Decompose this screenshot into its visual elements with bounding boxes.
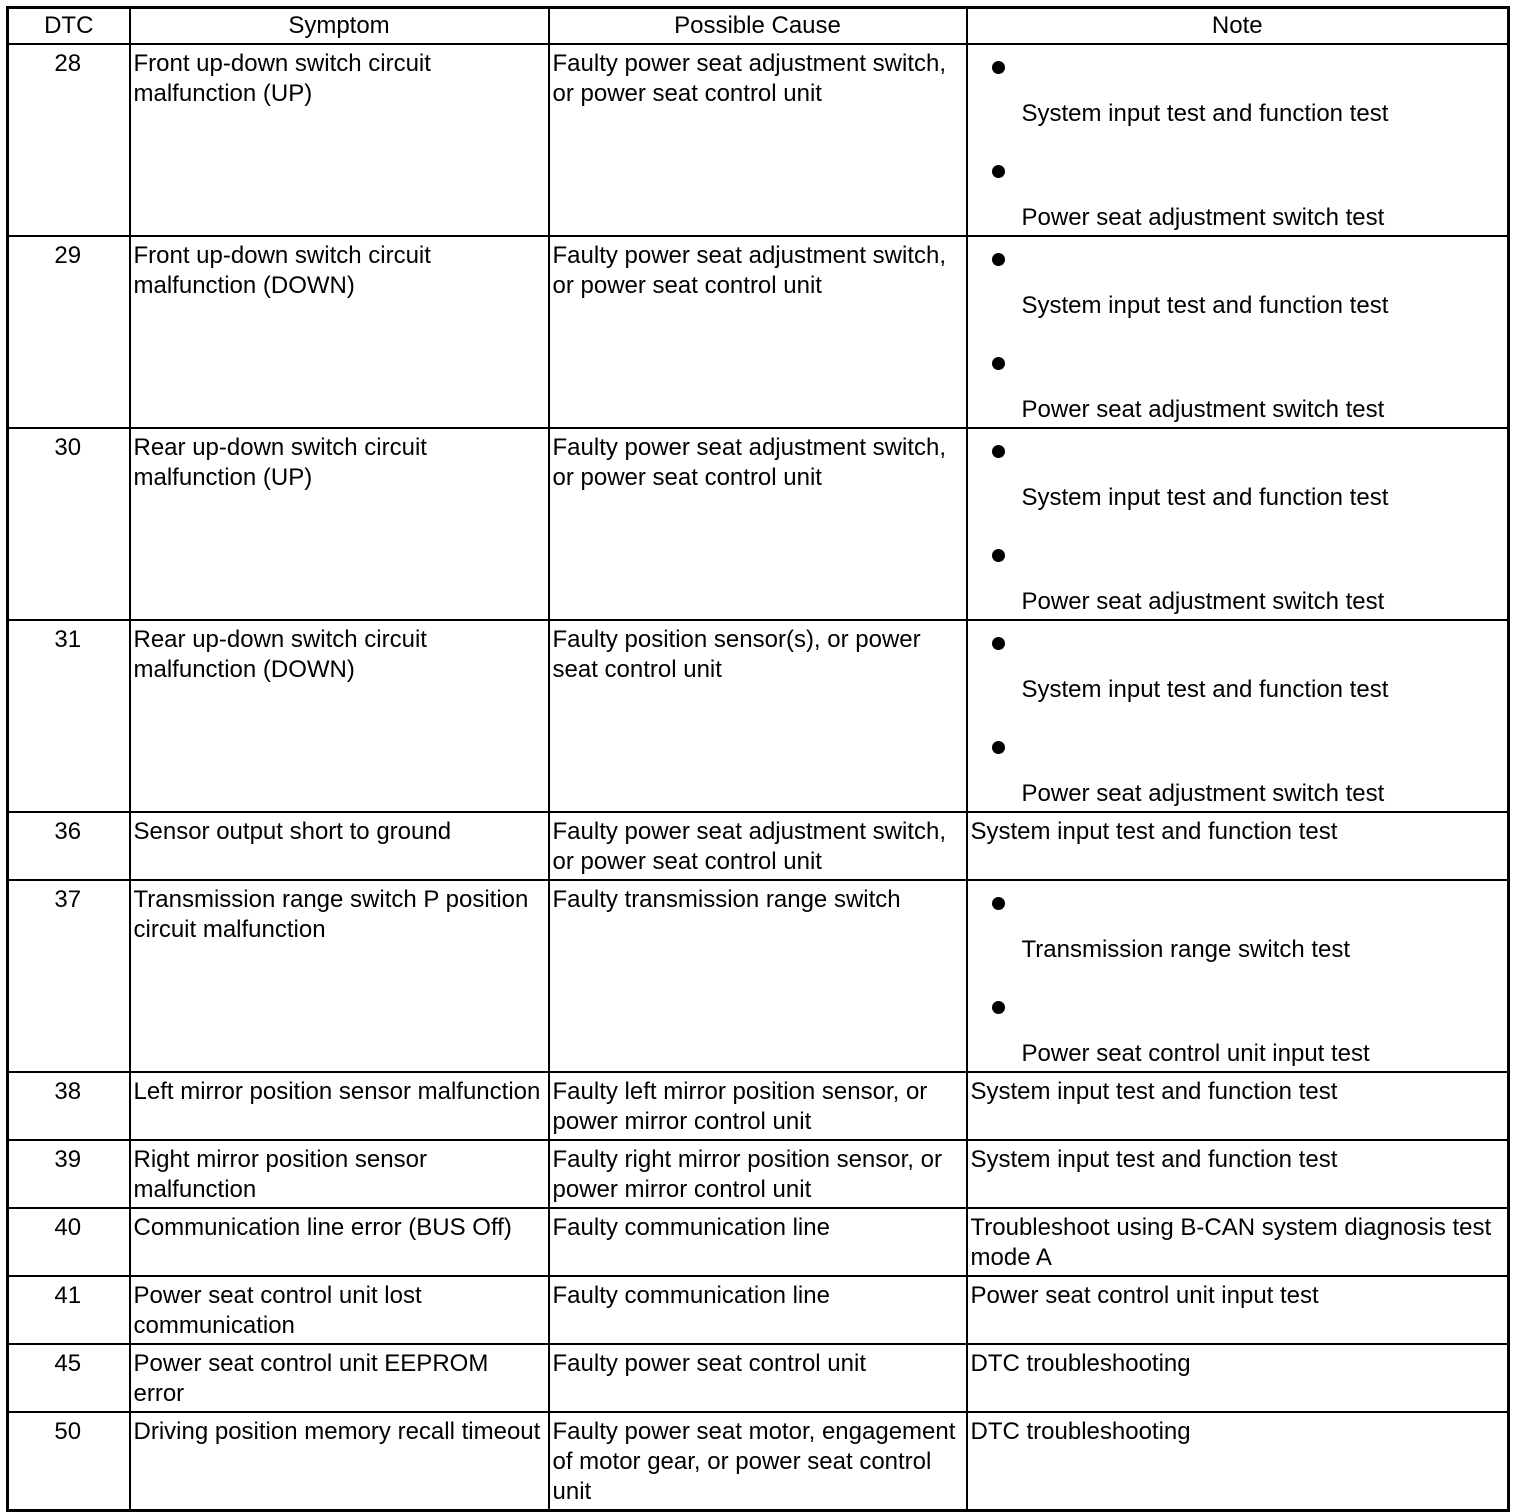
cause-cell: Faulty communication line — [549, 1208, 967, 1276]
symptom-cell: Left mirror position sensor malfunction — [130, 1072, 549, 1140]
note-text: System input test and function test — [1021, 484, 1389, 511]
header-dtc: DTC — [8, 8, 130, 45]
cause-cell: Faulty power seat adjustment switch, or power seat control unit — [549, 236, 967, 428]
dtc-code: 30 — [8, 428, 130, 620]
symptom-cell: Transmission range switch P position circuit malfunction — [130, 880, 549, 1072]
bullet-icon — [992, 741, 1005, 754]
note-list — [971, 885, 1506, 1071]
note-cell — [967, 620, 1509, 812]
dtc-code: 40 — [8, 1208, 130, 1276]
cause-cell: Faulty power seat motor, engagement of motor gear, or power seat control unit — [549, 1412, 967, 1511]
note-item — [971, 433, 1506, 537]
note-cell: System input test and function test — [967, 1072, 1509, 1140]
table-row — [8, 1412, 1509, 1511]
note-list — [971, 49, 1506, 235]
dtc-code: 45 — [8, 1344, 130, 1412]
table-row — [8, 1140, 1509, 1208]
note-cell: DTC troubleshooting — [967, 1344, 1509, 1412]
symptom-cell: Front up-down switch circuit malfunction (DOWN) — [130, 236, 549, 428]
note-text: Transmission range switch test — [1021, 936, 1351, 963]
dtc-code: 50 — [8, 1412, 130, 1511]
note-text: System input test and function test — [1021, 100, 1389, 127]
note-text: Power seat control unit input test — [1021, 1040, 1370, 1067]
bullet-icon — [992, 549, 1005, 562]
dtc-code: 31 — [8, 620, 130, 812]
note-list — [971, 433, 1506, 619]
table-row — [8, 44, 1509, 236]
cause-cell: Faulty transmission range switch — [549, 880, 967, 1072]
bullet-icon — [992, 897, 1005, 910]
cause-cell: Faulty right mirror position sensor, or power mirror control unit — [549, 1140, 967, 1208]
dtc-code: 36 — [8, 812, 130, 880]
note-cell — [967, 44, 1509, 236]
header-possible-cause: Possible Cause — [549, 8, 967, 45]
bullet-icon — [992, 253, 1005, 266]
dtc-table — [6, 6, 1510, 1512]
symptom-cell: Driving position memory recall timeout — [130, 1412, 549, 1511]
table-row — [8, 428, 1509, 620]
header-note: Note — [967, 8, 1509, 45]
note-cell: System input test and function test — [967, 812, 1509, 880]
dtc-code: 39 — [8, 1140, 130, 1208]
note-cell: System input test and function test — [967, 1140, 1509, 1208]
table-row — [8, 1208, 1509, 1276]
note-item — [971, 625, 1506, 729]
note-item — [971, 989, 1506, 1093]
bullet-icon — [992, 1001, 1005, 1014]
bullet-icon — [992, 61, 1005, 74]
bullet-icon — [992, 165, 1005, 178]
note-text: Power seat adjustment switch test — [1021, 780, 1385, 807]
header-row — [8, 8, 1509, 45]
note-cell — [967, 880, 1509, 1072]
cause-cell: Faulty power seat adjustment switch, or power seat control unit — [549, 428, 967, 620]
note-item — [971, 241, 1506, 345]
header-symptom: Symptom — [130, 8, 549, 45]
note-list — [971, 625, 1506, 811]
dtc-code: 28 — [8, 44, 130, 236]
dtc-code: 37 — [8, 880, 130, 1072]
note-text: System input test and function test — [1021, 292, 1389, 319]
note-item — [971, 729, 1506, 833]
note-item — [971, 885, 1506, 989]
cause-cell: Faulty power seat adjustment switch, or power seat control unit — [549, 812, 967, 880]
dtc-code: 41 — [8, 1276, 130, 1344]
note-cell: Power seat control unit input test — [967, 1276, 1509, 1344]
symptom-cell: Right mirror position sensor malfunction — [130, 1140, 549, 1208]
note-list — [971, 241, 1506, 427]
note-text: Power seat adjustment switch test — [1021, 204, 1385, 231]
table-row — [8, 620, 1509, 812]
cause-cell: Faulty power seat control unit — [549, 1344, 967, 1412]
symptom-cell: Power seat control unit lost communication — [130, 1276, 549, 1344]
note-cell — [967, 236, 1509, 428]
cause-cell: Faulty left mirror position sensor, or power mirror control unit — [549, 1072, 967, 1140]
symptom-cell: Sensor output short to ground — [130, 812, 549, 880]
note-item — [971, 49, 1506, 153]
cause-cell: Faulty communication line — [549, 1276, 967, 1344]
symptom-cell: Front up-down switch circuit malfunction (UP) — [130, 44, 549, 236]
symptom-cell: Rear up-down switch circuit malfunction (UP) — [130, 428, 549, 620]
note-cell: DTC troubleshooting — [967, 1412, 1509, 1511]
table-row — [8, 880, 1509, 1072]
table-row — [8, 1276, 1509, 1344]
note-cell: Troubleshoot using B-CAN system diagnosis test mode A — [967, 1208, 1509, 1276]
table-row — [8, 236, 1509, 428]
bullet-icon — [992, 637, 1005, 650]
cause-cell: Faulty position sensor(s), or power seat control unit — [549, 620, 967, 812]
table-row — [8, 1344, 1509, 1412]
dtc-code: 29 — [8, 236, 130, 428]
symptom-cell: Rear up-down switch circuit malfunction (DOWN) — [130, 620, 549, 812]
note-text: Power seat adjustment switch test — [1021, 588, 1385, 615]
symptom-cell: Power seat control unit EEPROM error — [130, 1344, 549, 1412]
bullet-icon — [992, 445, 1005, 458]
bullet-icon — [992, 357, 1005, 370]
note-text: System input test and function test — [1021, 676, 1389, 703]
note-cell — [967, 428, 1509, 620]
note-text: Power seat adjustment switch test — [1021, 396, 1385, 423]
cause-cell: Faulty power seat adjustment switch, or power seat control unit — [549, 44, 967, 236]
symptom-cell: Communication line error (BUS Off) — [130, 1208, 549, 1276]
dtc-code: 38 — [8, 1072, 130, 1140]
